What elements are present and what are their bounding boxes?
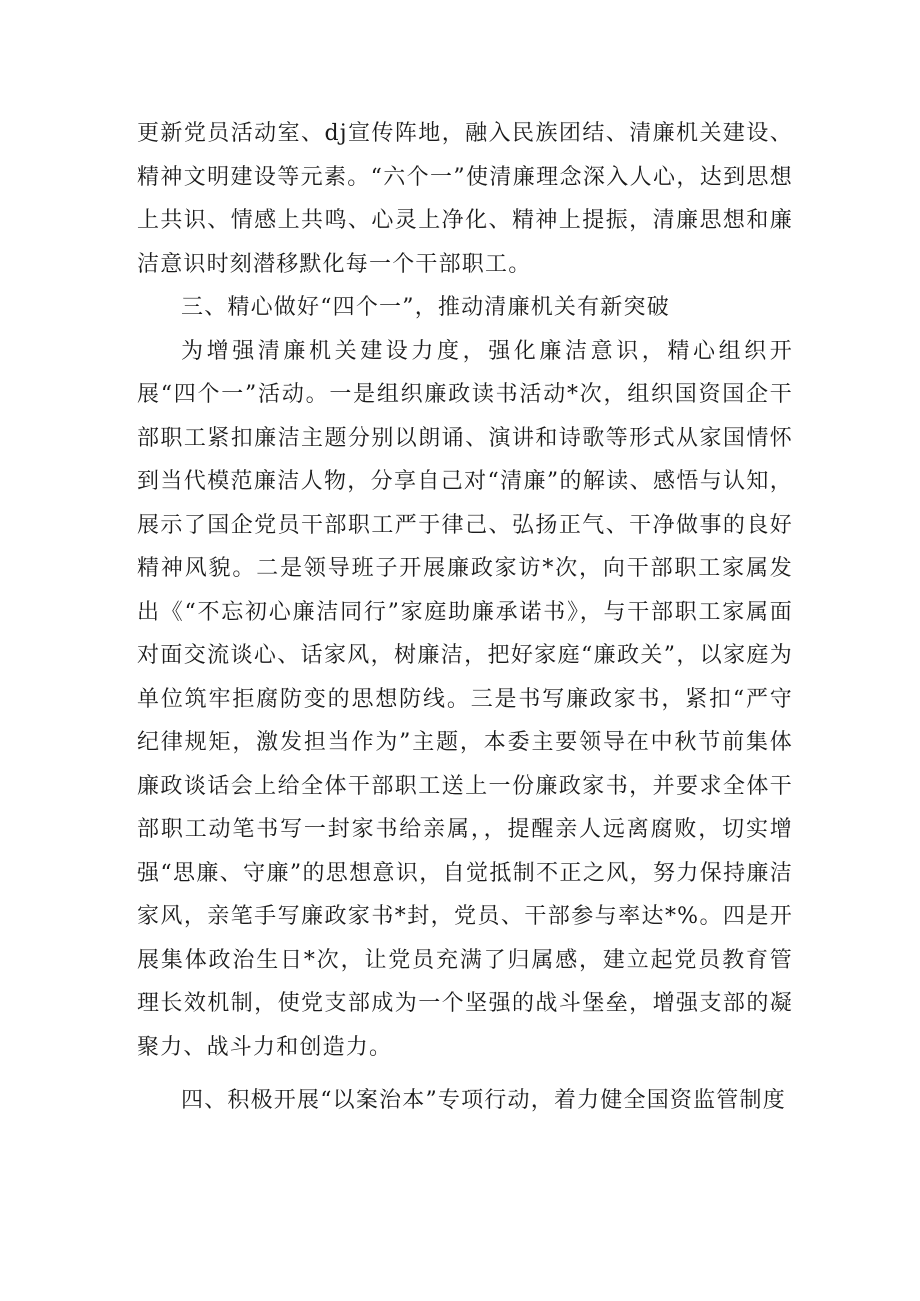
document-body — [137, 112, 793, 1123]
section-heading-3: 三、精心做好“四个一”，推动清廉机关有新突破 — [181, 295, 670, 320]
paragraph-continuation: 更新党员活动室、dj宣传阵地，融入民族团结、清廉机关建设、精神文明建设等元素。“六个一”使清廉理念深入人心，达到思想上共识、情感上共鸣、心灵上净化、精神上提振，清廉思想和廉洁意识时刻潜移默化每一个干部职工。 — [137, 121, 793, 277]
section-heading-4: 四、积极开展“以案治本”专项行动，着力健全国资监管制度 — [181, 1088, 786, 1113]
spacer — [137, 1069, 793, 1079]
paragraph-section-3-body: 为增强清廉机关建设力度，强化廉洁意识，精心组织开展“四个一”活动。一是组织廉政读书活动*次，组织国资国企干部职工紧扣廉洁主题分别以朗诵、演讲和诗歌等形式从家国情怀到当代模范廉洁人物，分享自己对“清廉”的解读、感悟与认知，展示了国企党员干部职工严于律己、弘扬正气、干净做事的良好精神风貌。二是领导班子开展廉政家访*次，向干部职工家属发出《“不忘初心廉洁同行”家庭助廉承诺书》，与干部职工家属面对面交流谈心、话家风，树廉洁，把好家庭“廉政关”，以家庭为单位筑牢拒腐防变的思想防线。三是书写廉政家书，紧扣“严守纪律规矩，激发担当作为”主题，本委主要领导在中秋节前集体廉政谈话会上给全体干部职工送上一份廉政家书，并要求全体干部职工动笔书写一封家书给亲属，，提醒亲人远离腐败，切实增强“思廉、守廉”的思想意识，自觉抵制不正之风，努力保持廉洁家风，亲笔手写廉政家书*封，党员、干部参与率达*%。四是开展集体政治生日*次，让党员充满了归属感，建立起党员教育管理长效机制，使党支部成为一个坚强的战斗堡垒，增强支部的凝聚力、战斗力和创造力。 — [137, 338, 793, 1060]
